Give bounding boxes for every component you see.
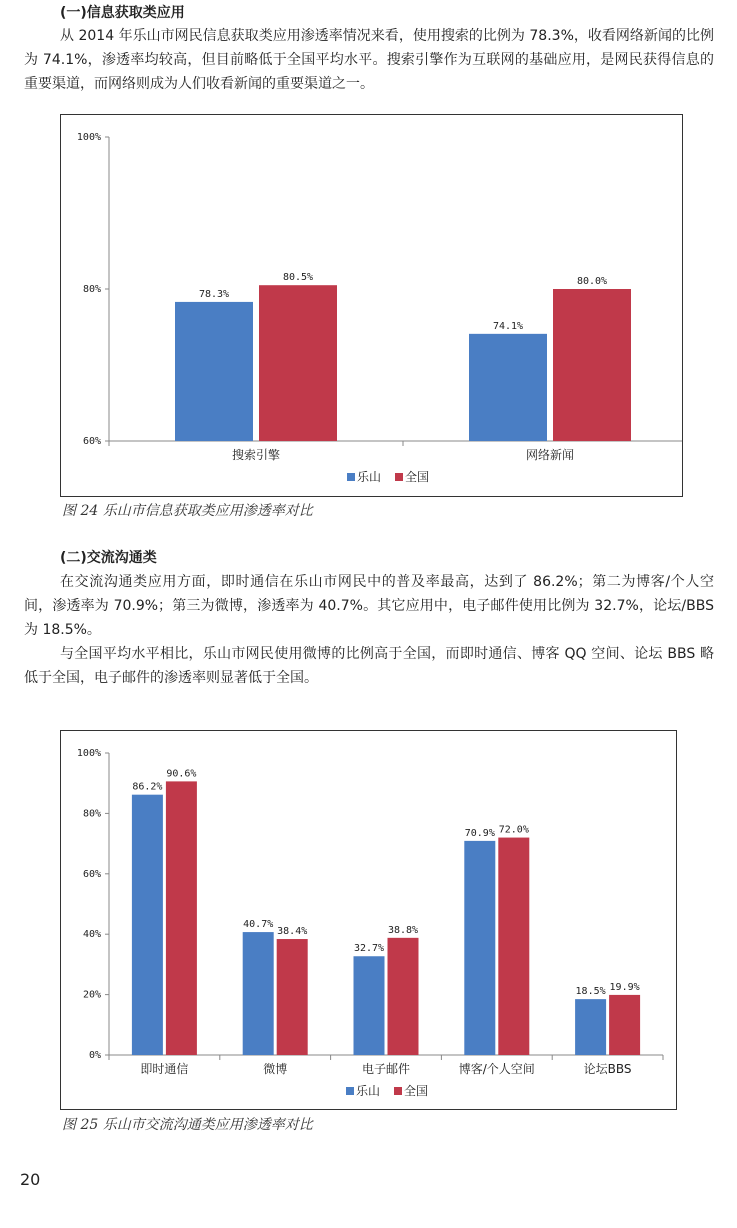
chart0-legend-label: 乐山 (357, 470, 382, 484)
chart-info-access-svg (61, 115, 682, 496)
chart1-data-label: 19.9% (609, 981, 640, 993)
chart1-data-label: 70.9% (464, 827, 495, 839)
section2-paragraph2: 与全国平均水平相比，乐山市网民使用微博的比例高于全国，而即时通信、博客 QQ 空间、论坛 BBS 略低于全国，电子邮件的渗透率则显著低于全国。 (24, 646, 714, 686)
chart0-legend-label: 全国 (405, 470, 430, 484)
chart1-category-label: 即时通信 (140, 1062, 189, 1076)
chart1-legend-swatch (346, 1087, 354, 1095)
chart1-data-label: 32.7% (353, 943, 385, 955)
chart0-y-tick-label: 60% (82, 436, 101, 447)
chart0-bar-national (259, 285, 337, 441)
chart1-category-label: 微博 (263, 1062, 288, 1076)
chart1-bar-national (277, 939, 308, 1055)
chart1-y-tick-label: 80% (82, 808, 101, 820)
chart1-bar-national (388, 938, 419, 1055)
chart1-legend-label: 全国 (404, 1084, 429, 1098)
chart1-y-tick-label: 40% (82, 929, 101, 941)
section2-heading: (二)交流沟通类 (60, 550, 157, 566)
chart0-category-label: 网络新闻 (525, 448, 575, 462)
chart1-bar-leshan (464, 841, 495, 1055)
page-number: 20 (20, 1170, 41, 1189)
chart1-bar-leshan (243, 932, 274, 1055)
chart1-bar-leshan (132, 795, 163, 1055)
chart0-legend-swatch (395, 473, 403, 481)
chart1-legend-swatch (394, 1087, 402, 1095)
chart1-legend-label: 乐山 (356, 1084, 381, 1098)
figure24-caption: 图 24 乐山市信息获取类应用渗透率对比 (62, 503, 313, 519)
chart1-category-label: 论坛BBS (583, 1062, 632, 1076)
chart-communication-svg (61, 731, 676, 1109)
chart1-y-tick-label: 60% (82, 868, 101, 880)
chart1-data-label: 86.2% (132, 781, 163, 793)
chart1-bar-leshan (354, 956, 385, 1055)
chart1-data-label: 90.6% (166, 768, 197, 780)
chart1-y-tick-label: 20% (82, 989, 101, 1001)
chart-info-access (60, 114, 683, 497)
chart0-data-label: 74.1% (492, 320, 524, 332)
chart0-data-label: 80.0% (576, 276, 608, 287)
chart0-bar-leshan (469, 334, 547, 441)
chart0-data-label: 78.3% (198, 288, 230, 300)
chart1-bar-leshan (575, 999, 606, 1055)
figure25-caption: 图 25 乐山市交流沟通类应用渗透率对比 (62, 1117, 313, 1133)
section2-paragraph1: 在交流沟通类应用方面，即时通信在乐山市网民中的普及率最高，达到了 86.2%；第二为博客/个人空间，渗透率为 70.9%；第三为微博，渗透率为 40.7%。其它应用中，电子邮件使用比例为 32.7%，论坛/BBS 为 18.5%。 (24, 574, 714, 638)
chart1-data-label: 40.7% (243, 919, 274, 931)
chart1-bar-national (498, 838, 529, 1055)
chart0-category-label: 搜索引擎 (231, 448, 281, 462)
chart1-y-tick-label: 0% (88, 1050, 101, 1061)
chart1-bar-national (609, 995, 640, 1055)
chart1-bar-national (166, 781, 197, 1055)
chart-communication (60, 730, 677, 1110)
chart1-data-label: 72.0% (498, 824, 529, 836)
chart0-data-label: 80.5% (282, 272, 314, 284)
chart1-data-label: 18.5% (575, 986, 606, 998)
section1-paragraph: 从 2014 年乐山市网民信息获取类应用渗透率情况来看，使用搜索的比例为 78.3%，收看网络新闻的比例为 74.1%，渗透率均较高，但目前略低于全国平均水平。搜索引擎作为互联网的基础应用，是网民获得信息的重要渠道，而网络则成为人们收看新闻的重要渠道之一。 (24, 28, 714, 92)
section1-heading: (一)信息获取类应用 (60, 5, 185, 21)
chart1-category-label: 电子邮件 (361, 1062, 411, 1076)
chart1-category-label: 博客/个人空间 (458, 1062, 535, 1076)
chart1-data-label: 38.8% (387, 924, 419, 936)
chart1-data-label: 38.4% (277, 926, 308, 938)
chart0-bar-national (553, 289, 631, 441)
chart0-y-tick-label: 80% (82, 284, 101, 295)
chart1-y-tick-label: 100% (76, 748, 101, 759)
chart0-legend-swatch (347, 473, 355, 481)
chart0-bar-leshan (175, 302, 253, 441)
chart0-y-tick-label: 100% (76, 132, 101, 143)
